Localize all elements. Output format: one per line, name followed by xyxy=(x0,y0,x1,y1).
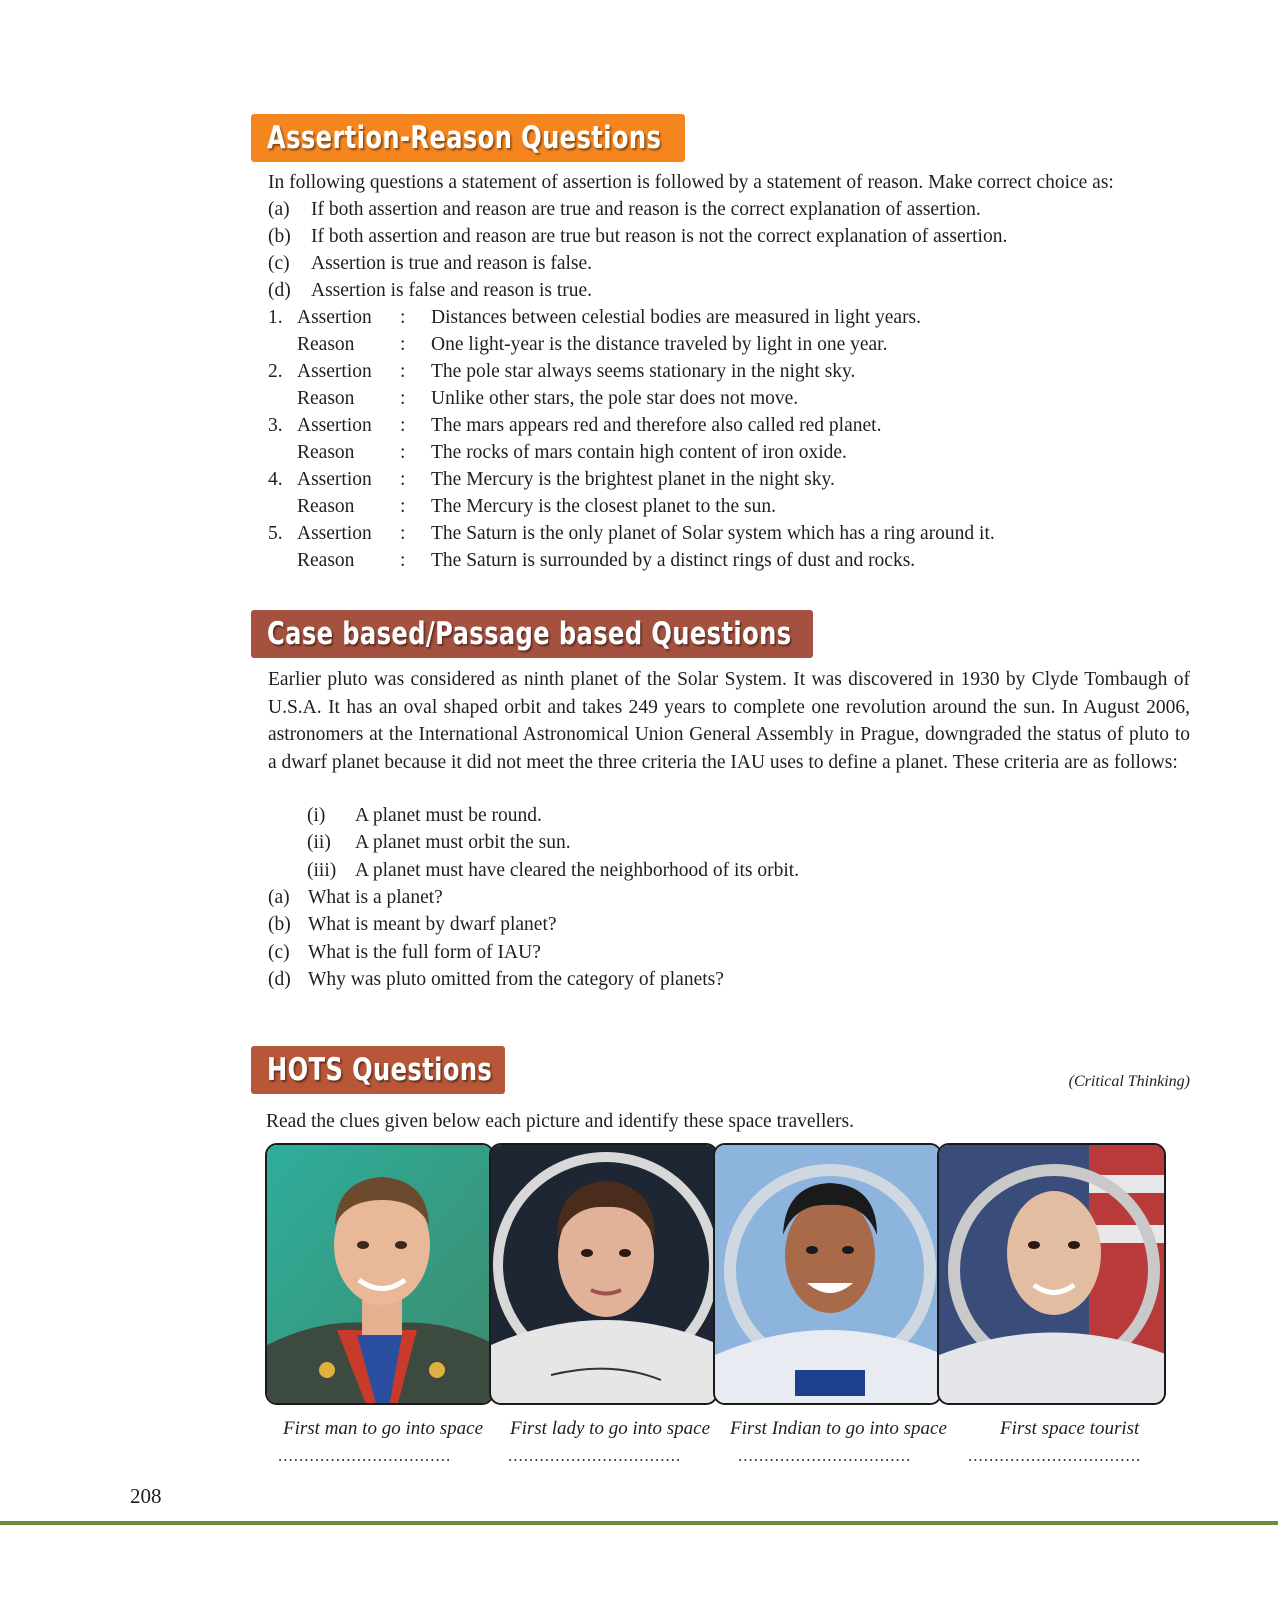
question-text: What is meant by dwarf planet? xyxy=(308,914,557,935)
photo-first-indian xyxy=(713,1143,942,1405)
option-label-b: (b) xyxy=(268,226,291,247)
photo-first-man xyxy=(265,1143,494,1405)
caption-first-lady: First lady to go into space xyxy=(510,1418,711,1439)
critical-thinking-tag: (Critical Thinking) xyxy=(1068,1073,1190,1090)
reason-label: Reason xyxy=(297,334,355,355)
assertion-label: Assertion xyxy=(297,469,372,490)
caption-space-tourist: First space tourist xyxy=(1000,1418,1140,1439)
answer-blank[interactable]: ................................. xyxy=(738,1446,912,1465)
reason-label: Reason xyxy=(297,496,355,517)
case-based-heading: Case based/Passage based Questions xyxy=(251,610,813,658)
question-label: (a) xyxy=(268,887,290,908)
assertion-text: Distances between celestial bodies are measured in light years. xyxy=(431,307,922,328)
colon: : xyxy=(400,307,406,328)
photo-space-tourist xyxy=(937,1143,1166,1405)
passage-text: Earlier pluto was considered as ninth planet of the Solar System. It was discovered in 1930 by Clyde Tombaugh of U.S.A. It has an oval shaped orbit and takes 249 years to complete one revolution around the sun. In August 2006, astronomers at the International Astronomical Union General Assembly in Prague, downgraded the status of pluto to a dwarf planet because it did not meet the three criteria the IAU uses to define a planet. These criteria are as follows: xyxy=(268,669,1190,773)
question-text: What is a planet? xyxy=(308,887,443,908)
colon: : xyxy=(400,496,406,517)
assertion-text: The Mercury is the brightest planet in the night sky. xyxy=(431,469,835,490)
criteria-text: A planet must have cleared the neighborhood of its orbit. xyxy=(355,860,800,881)
reason-label: Reason xyxy=(297,442,355,463)
option-label-c: (c) xyxy=(268,253,290,274)
reason-label: Reason xyxy=(297,388,355,409)
assertion-reason-heading: Assertion-Reason Questions xyxy=(251,114,685,162)
reason-text: The Saturn is surrounded by a distinct rings of dust and rocks. xyxy=(431,550,916,571)
option-text-b: If both assertion and reason are true but reason is not the correct explanation of assertion. xyxy=(311,226,1008,247)
colon: : xyxy=(400,388,406,409)
reason-text: Unlike other stars, the pole star does not move. xyxy=(431,388,799,409)
colon: : xyxy=(400,550,406,571)
assertion-intro: In following questions a statement of assertion is followed by a statement of reason. Make correct choice as: xyxy=(268,172,1114,193)
criteria-label: (ii) xyxy=(307,832,331,853)
assertion-text: The Saturn is the only planet of Solar system which has a ring around it. xyxy=(431,523,995,544)
option-label-a: (a) xyxy=(268,199,290,220)
assertion-text: The pole star always seems stationary in the night sky. xyxy=(431,361,856,382)
answer-blank[interactable]: ................................. xyxy=(508,1446,682,1465)
option-label-d: (d) xyxy=(268,280,291,301)
colon: : xyxy=(400,469,406,490)
answer-blank[interactable]: ................................. xyxy=(968,1446,1142,1465)
criteria-label: (i) xyxy=(307,805,326,826)
photo-first-lady xyxy=(489,1143,718,1405)
criteria-text: A planet must orbit the sun. xyxy=(355,832,571,853)
hots-instruction: Read the clues given below each picture and identify these space travellers. xyxy=(266,1111,855,1132)
caption-first-indian: First Indian to go into space xyxy=(730,1418,947,1439)
question-text: What is the full form of IAU? xyxy=(308,942,541,963)
item-number: 2. xyxy=(268,361,283,382)
reason-text: The Mercury is the closest planet to the sun. xyxy=(431,496,776,517)
reason-label: Reason xyxy=(297,550,355,571)
reason-text: One light-year is the distance traveled by light in one year. xyxy=(431,334,888,355)
assertion-label: Assertion xyxy=(297,415,372,436)
item-number: 3. xyxy=(268,415,283,436)
question-label: (b) xyxy=(268,914,291,935)
option-text-a: If both assertion and reason are true and reason is the correct explanation of assertion. xyxy=(311,199,981,220)
criteria-label: (iii) xyxy=(307,860,337,881)
footer-rule xyxy=(0,1521,1278,1525)
assertion-text: The mars appears red and therefore also called red planet. xyxy=(431,415,882,436)
caption-first-man: First man to go into space xyxy=(283,1418,484,1439)
question-label: (d) xyxy=(268,969,291,990)
colon: : xyxy=(400,361,406,382)
assertion-label: Assertion xyxy=(297,307,372,328)
answer-blank[interactable]: ................................. xyxy=(278,1446,452,1465)
colon: : xyxy=(400,523,406,544)
question-text: Why was pluto omitted from the category of planets? xyxy=(308,969,724,990)
criteria-text: A planet must be round. xyxy=(355,805,542,826)
hots-heading: HOTS Questions xyxy=(251,1046,505,1094)
page-number: 208 xyxy=(130,1484,162,1508)
option-text-d: Assertion is false and reason is true. xyxy=(311,280,593,301)
option-text-c: Assertion is true and reason is false. xyxy=(311,253,593,274)
space-travellers-photos xyxy=(265,1143,1195,1411)
colon: : xyxy=(400,415,406,436)
item-number: 1. xyxy=(268,307,283,328)
colon: : xyxy=(400,442,406,463)
reason-text: The rocks of mars contain high content of iron oxide. xyxy=(431,442,847,463)
assertion-label: Assertion xyxy=(297,361,372,382)
question-label: (c) xyxy=(268,942,290,963)
assertion-label: Assertion xyxy=(297,523,372,544)
item-number: 5. xyxy=(268,523,283,544)
item-number: 4. xyxy=(268,469,283,490)
colon: : xyxy=(400,334,406,355)
